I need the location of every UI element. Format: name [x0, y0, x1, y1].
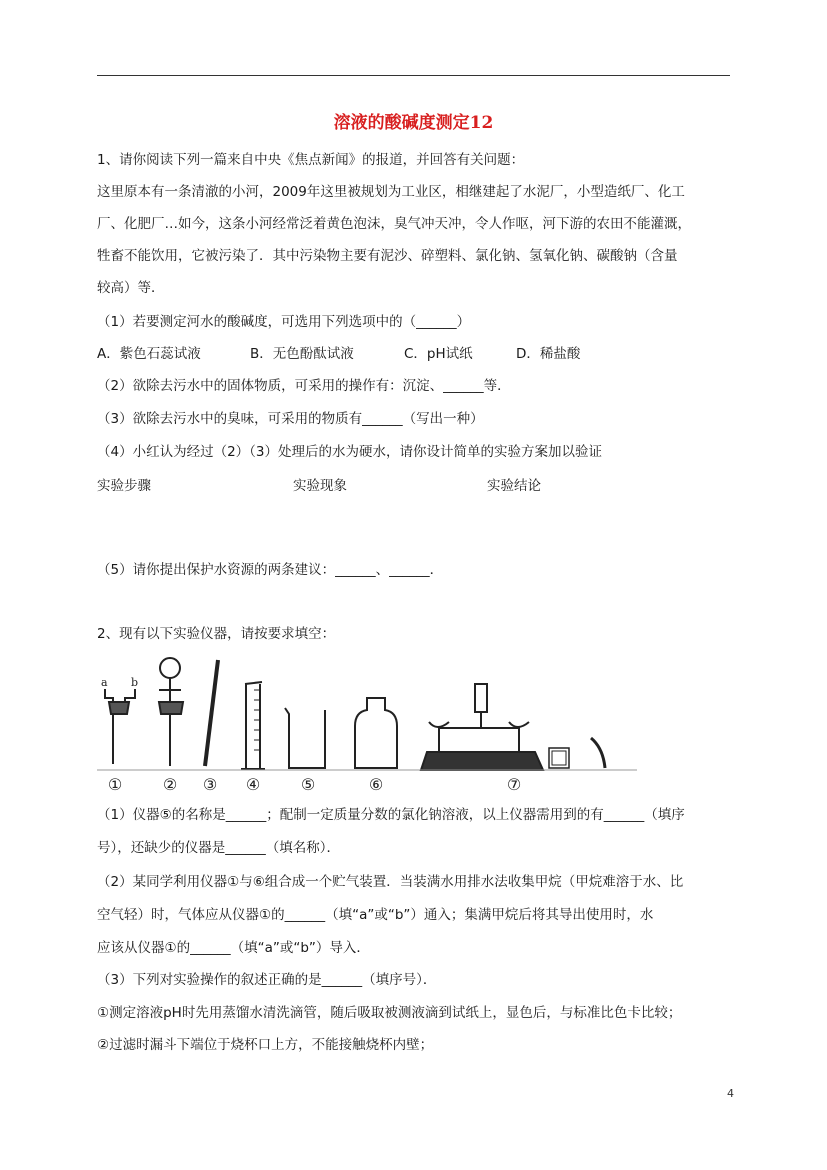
page-title: 溶液的酸碱度测定12	[333, 113, 494, 133]
apparatus-number: ⑥	[368, 775, 384, 794]
table-header-steps: 实验步骤	[97, 478, 151, 494]
q1-option-d: D．稀盐酸	[516, 346, 581, 362]
q1-passage-line: 这里原本有一条清澈的小河，2009年这里被规划为工业区，相继建起了水泥厂，小型造纸厂、化工	[97, 184, 685, 200]
q1-passage-line: 较高）等．	[97, 280, 165, 296]
apparatus-number: ⑤	[300, 775, 316, 794]
q1-part1: （1）若要测定河水的酸碱度，可选用下列选项中的（______）	[97, 314, 471, 330]
q2-part2-line: 空气轻）时，气体应从仪器①的______（填“a”或“b”）通入；集满甲烷后将其导出使用时，水	[97, 907, 654, 923]
label-a: a	[101, 676, 108, 689]
q1-part4: （4）小红认为经过（2）（3）处理后的水为硬水，请你设计简单的实验方案加以验证	[97, 444, 603, 460]
apparatus-number: ①	[107, 775, 123, 794]
q2-part1-line: 号），还缺少的仪器是______（填名称）．	[97, 840, 340, 856]
page-number: 4	[727, 1087, 734, 1100]
table-header-conclusion: 实验结论	[487, 478, 541, 494]
label-b: b	[131, 676, 139, 689]
q1-option-b: B．无色酚酞试液	[250, 346, 354, 362]
q2-item: ①测定溶液pH时先用蒸馏水清洗滴管，随后吸取被测液滴到试纸上，显色后，与标准比色卡比较；	[97, 1005, 682, 1021]
lab-apparatus-figure	[97, 656, 637, 796]
q2-part2-line: （2）某同学利用仪器①与⑥组合成一个贮气装置．当装满水用排水法收集甲烷（甲烷难溶于水、比	[97, 874, 684, 890]
apparatus-5-beaker	[285, 708, 325, 768]
q2-part3: （3）下列对实验操作的叙述正确的是______（填序号）．	[97, 972, 437, 988]
apparatus-number: ③	[202, 775, 218, 794]
q2-intro: 2、现有以下实验仪器，请按要求填空：	[97, 626, 336, 642]
header-rule	[97, 75, 730, 76]
table-header-phenomena: 实验现象	[293, 478, 347, 494]
q1-intro: 1、请你阅读下列一篇来自中央《焦点新闻》的报道，并回答有关问题：	[97, 152, 525, 168]
apparatus-number: ④	[245, 775, 261, 794]
apparatus-drawing	[97, 656, 637, 796]
q2-part1-line: （1）仪器⑤的名称是______；配制一定质量分数的氯化钠溶液，以上仪器需用到的有______（填序	[97, 807, 685, 823]
apparatus-1-stopper-tubes	[105, 689, 135, 764]
q2-item: ②过滤时漏斗下端位于烧杯口上方，不能接触烧杯内壁；	[97, 1037, 434, 1053]
apparatus-7-balance	[421, 684, 605, 770]
apparatus-3-glass-rod	[205, 660, 218, 766]
apparatus-6-bottle	[355, 698, 397, 768]
apparatus-number: ⑦	[506, 775, 522, 794]
apparatus-2-funnel	[159, 658, 183, 766]
apparatus-4-cylinder	[241, 682, 265, 769]
q1-part2: （2）欲除去污水中的固体物质，可采用的操作有：沉淀、______等．	[97, 378, 511, 394]
q1-passage-line: 厂、化肥厂…如今，这条小河经常泛着黄色泡沫，臭气冲天冲，令人作呕，河下游的农田不能灌溉，	[97, 216, 691, 232]
apparatus-number: ②	[162, 775, 178, 794]
q1-part3: （3）欲除去污水中的臭味，可采用的物质有______（写出一种）	[97, 411, 484, 427]
q1-part5: （5）请你提出保护水资源的两条建议：______、______．	[97, 562, 444, 578]
q1-option-a: A．紫色石蕊试液	[97, 346, 201, 362]
q1-passage-line: 牲畜不能饮用，它被污染了．其中污染物主要有泥沙、碎塑料、氯化钠、氢氧化钠、碳酸钠（含量	[97, 248, 678, 264]
q1-option-c: C．pH试纸	[404, 346, 473, 362]
q2-part2-line: 应该从仪器①的______（填“a”或“b”）导入．	[97, 940, 370, 956]
